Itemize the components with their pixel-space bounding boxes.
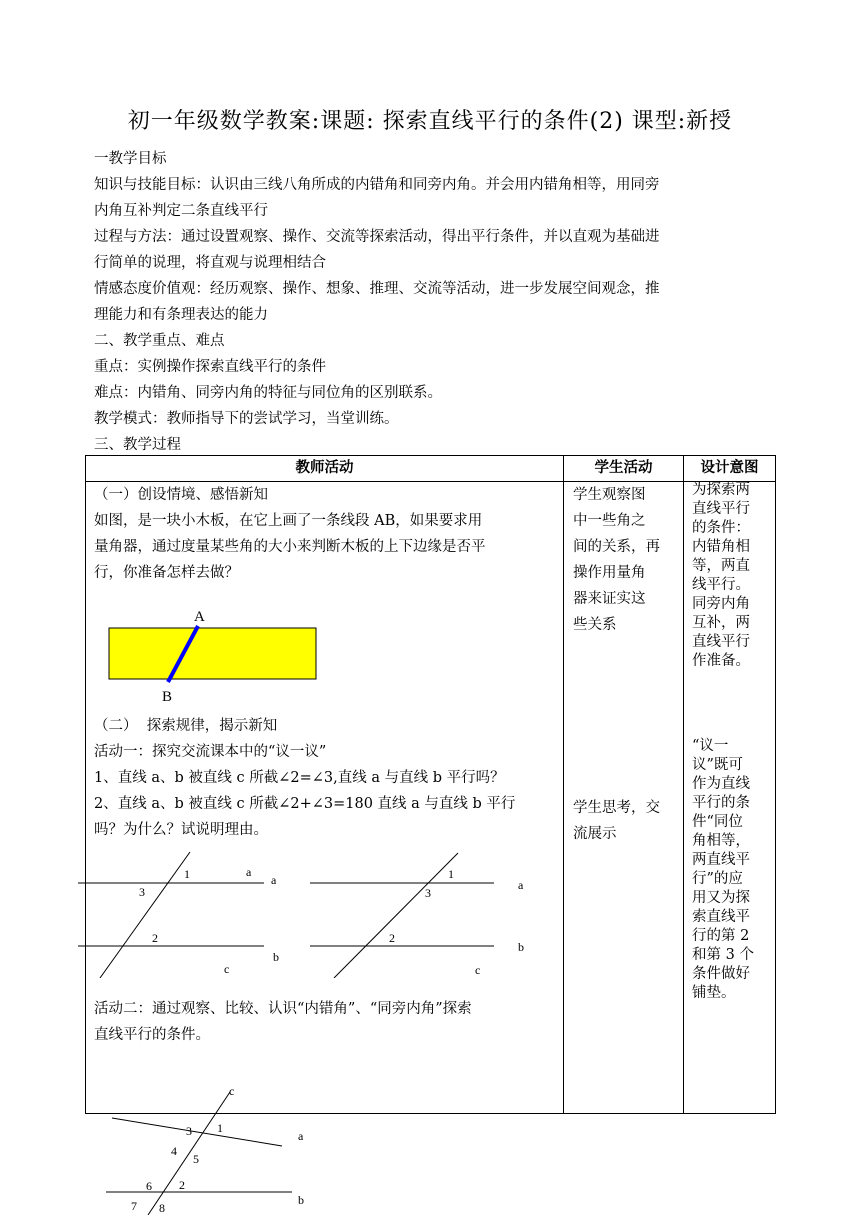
angle-8-label: 8: [159, 1201, 165, 1215]
angle-1-label: 1: [448, 867, 454, 881]
part2-heading: （二） 探索规律，揭示新知: [94, 718, 278, 734]
design-text-line: 两直线平: [692, 852, 750, 868]
design-text-line: 角相等，: [692, 833, 750, 849]
question2-line1: 2、直线 a、b 被直线 c 所截∠2+∠3=180 直线 a 与直线 b 平行: [94, 796, 516, 812]
goals-heading: 一教学目标: [94, 151, 167, 167]
student-text-line: 学生思考，交: [573, 800, 660, 816]
angle-3-label: 3: [425, 886, 431, 900]
part1-line1: 如图，是一块小木板，在它上画了一条线段 AB，如果要求用: [94, 513, 483, 529]
angle-7-label: 7: [131, 1199, 137, 1213]
student-text-line: 器来证实这: [573, 591, 646, 607]
line-c: [100, 852, 190, 978]
table-column-divider-1: [563, 455, 564, 1114]
line-c-label: c: [229, 1084, 235, 1098]
key-heading: 二、教学重点、难点: [94, 333, 225, 349]
student-text-line: 中一些角之: [573, 513, 646, 529]
angle-4-label: 4: [171, 1144, 177, 1158]
activity2-line2: 直线平行的条件。: [94, 1027, 210, 1043]
transversal-figure-right: [308, 848, 538, 978]
design-text-line: 线平行。: [692, 577, 750, 593]
design-text-line: 互补，两: [692, 615, 750, 631]
wooden-board: [109, 628, 316, 679]
angle-1-label: 1: [217, 1121, 223, 1135]
part1-line2: 量角器，通过度量某些角的大小来判断木板的上下边缘是否平: [94, 539, 486, 555]
student-text-line: 些关系: [573, 617, 617, 633]
line-c-label: c: [224, 962, 230, 976]
teaching-mode: 教学模式：教师指导下的尝试学习，当堂训练。: [94, 411, 399, 427]
design-intent-1: [692, 481, 776, 671]
page-title: 初一年级数学教案:课题: 探索直线平行的条件(2) 课型:新授: [127, 109, 733, 134]
activity1: 活动一：探究交流课本中的“议一议”: [94, 744, 327, 760]
line-b-label: b: [298, 1193, 304, 1207]
design-text-line: 平行的条: [692, 795, 750, 811]
wooden-board-figure: [100, 604, 330, 708]
design-text-line: 等，两直: [692, 558, 750, 574]
student-text-line: 学生观察图: [573, 487, 646, 503]
design-intent-2: [692, 737, 776, 1003]
angle-2-label: 2: [389, 931, 395, 945]
header-student-activity: 学生活动: [594, 459, 653, 476]
design-text-line: 用又为探: [692, 890, 750, 906]
student-text-line: 操作用量角: [573, 565, 646, 581]
design-text-line: 直线平行: [692, 634, 750, 650]
line-b-label: b: [518, 940, 524, 954]
process-heading: 三、教学过程: [94, 437, 181, 453]
design-text-line: 行”的应: [692, 871, 743, 887]
design-text-line: 为探索两: [692, 482, 750, 498]
angle-3-label: 3: [139, 885, 145, 899]
line-a-small-label: a: [246, 865, 252, 879]
label-a-point: A: [194, 609, 205, 625]
header-teacher-activity: 教师活动: [295, 459, 354, 476]
question1: 1、直线 a、b 被直线 c 所截∠2=∠3,直线 a 与直线 b 平行吗？: [94, 770, 505, 786]
table-border-top: [85, 455, 776, 456]
design-text-line: 索直线平: [692, 909, 750, 925]
line-a-label: a: [298, 1129, 304, 1143]
design-text-line: 议”既可: [692, 757, 743, 773]
angle-5-label: 5: [193, 1152, 199, 1166]
design-text-line: 作为直线: [692, 776, 750, 792]
design-text-line: 铺垫。: [692, 985, 736, 1001]
design-text-line: 的条件：: [692, 520, 750, 536]
process-goal-line2: 行简单的说理，将直观与说理相结合: [94, 255, 326, 271]
angle-2-label: 2: [152, 931, 158, 945]
student-activity-2: [573, 795, 683, 847]
angle-3-label: 3: [186, 1124, 192, 1138]
student-activity-1: [573, 482, 683, 638]
design-text-line: 作准备。: [692, 653, 750, 669]
emotion-goal-line2: 理能力和有条理表达的能力: [94, 307, 268, 323]
student-text-line: 流展示: [573, 826, 617, 842]
process-goal-line1: 过程与方法：通过设置观察、操作、交流等探索活动，得出平行条件，并以直观为基础进: [94, 229, 660, 245]
table-border-left: [85, 455, 86, 1114]
design-text-line: “议一: [692, 738, 729, 754]
angle-2-label: 2: [179, 1178, 185, 1192]
design-text-line: 行的第 2: [692, 928, 750, 944]
design-text-line: 和第 3 个: [692, 947, 754, 963]
angle-6-label: 6: [146, 1179, 152, 1193]
line-a-label: a: [271, 873, 277, 887]
design-text-line: 直线平行: [692, 501, 750, 517]
design-text-line: 同旁内角: [692, 596, 750, 612]
knowledge-goal-line2: 内角互补判定二条直线平行: [94, 203, 268, 219]
part1-heading: （一）创设情境、感悟新知: [94, 487, 268, 503]
knowledge-goal-line1: 知识与技能目标：认识由三线八角所成的内错角和同旁内角。并会用内错角相等，用同旁: [94, 177, 660, 193]
emotion-goal-line1: 情感态度价值观：经历观察、操作、想象、推理、交流等活动，进一步发展空间观念，推: [94, 281, 660, 297]
line-c: [334, 853, 458, 978]
design-text-line: 内错角相: [692, 539, 750, 555]
transversal-figure-left: [78, 848, 298, 978]
activity2-line1: 活动二：通过观察、比较、认识“内错角”、“同旁内角”探索: [94, 1001, 472, 1017]
part1-line3: 行，你准备怎样去做？: [94, 565, 239, 581]
eight-angles-figure: [104, 1080, 324, 1215]
key-point: 重点：实例操作探索直线平行的条件: [94, 359, 326, 375]
difficulty: 难点：内错角、同旁内角的特征与同位角的区别联系。: [94, 385, 442, 401]
line-c-label: c: [475, 963, 481, 977]
line-c: [148, 1092, 230, 1215]
table-column-divider-2: [683, 455, 684, 1114]
label-b-point: B: [162, 689, 173, 705]
student-text-line: 间的关系，再: [573, 539, 660, 555]
header-design-intent: 设计意图: [700, 459, 759, 476]
design-text-line: 条件做好: [692, 966, 750, 982]
line-a-label: a: [518, 878, 524, 892]
question2-line2: 吗？为什么？试说明理由。: [94, 822, 268, 838]
design-text-line: 件“同位: [692, 814, 743, 830]
angle-1-label: 1: [184, 867, 190, 881]
line-b-label: b: [273, 950, 279, 964]
